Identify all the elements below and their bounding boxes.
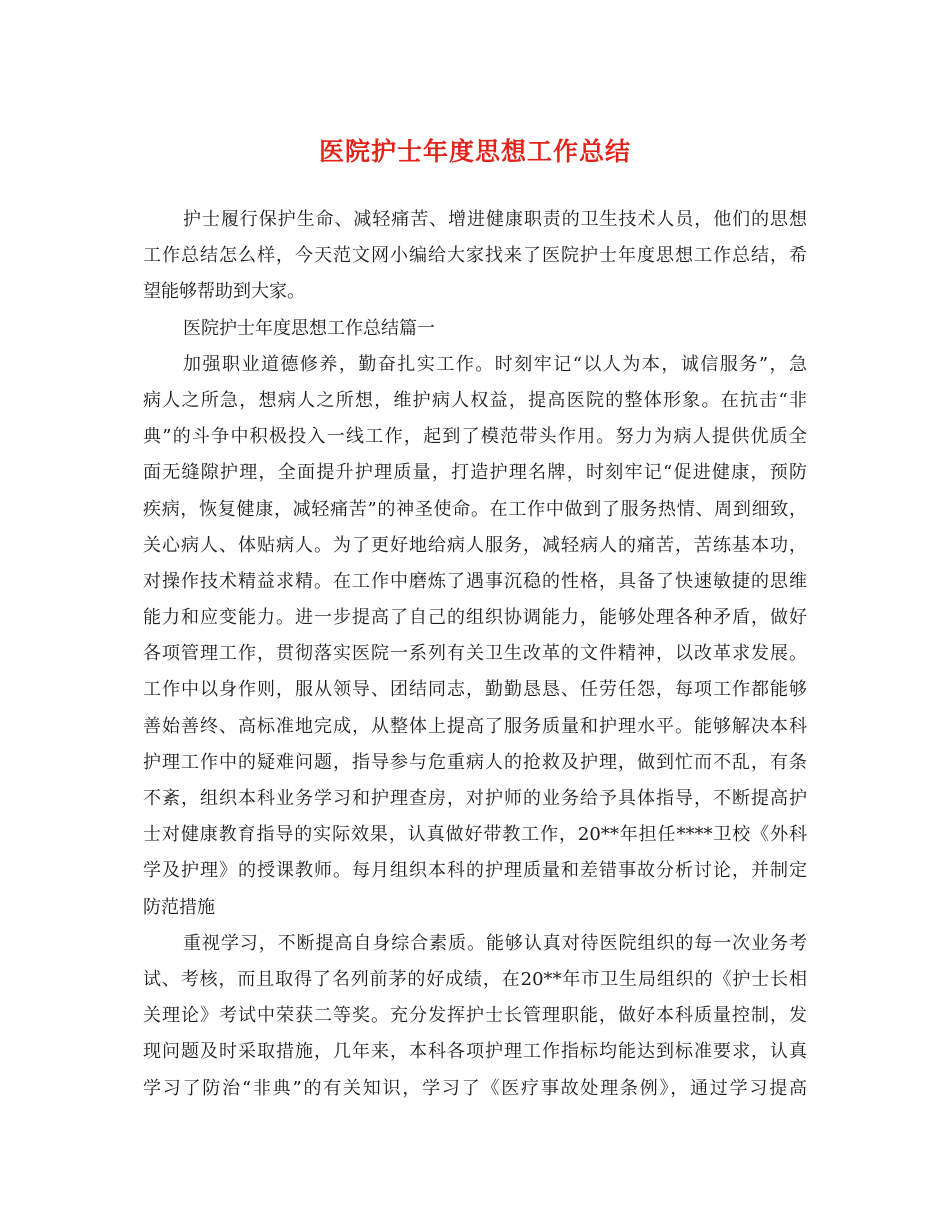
body-line: 医院护士年度思想工作总结篇一 bbox=[183, 317, 435, 339]
body-line: 工作总结怎么样，今天范文网小编给大家找来了医院护士年度思想工作总结，希 bbox=[143, 245, 807, 267]
body-line: 不紊，组织本科业务学习和护理查房，对护师的业务给予具体指导，不断提高护 bbox=[143, 788, 807, 809]
body-line: 面无缝隙护理，全面提升护理质量，打造护理名牌，时刻牢记“促进健康，预防 bbox=[143, 462, 807, 484]
body-line: 各项管理工作，贯彻落实医院一系列有关卫生改革的文件精神，以改革求发展。 bbox=[143, 643, 807, 665]
body-line: 工作中以身作则，服从领导、团结同志，勤勤恳恳、任劳任怨，每项工作都能够 bbox=[143, 679, 807, 701]
body-line: 对操作技术精益求精。在工作中磨炼了遇事沉稳的性格，具备了快速敏捷的思维 bbox=[143, 570, 807, 592]
body-line: 现问题及时采取措施，几年来，本科各项护理工作指标均能达到标准要求，认真 bbox=[143, 1041, 807, 1063]
body-line: 能力和应变能力。进一步提高了自己的组织协调能力，能够处理各种矛盾，做好 bbox=[143, 607, 807, 629]
body-line: 试、考核，而且取得了名列前茅的好成绩，在20**年市卫生局组织的《护士长相 bbox=[143, 968, 807, 990]
document-title: 医院护士年度思想工作总结 bbox=[318, 137, 631, 166]
body-line: 关心病人、体贴病人。为了更好地给病人服务，减轻病人的痛苦，苦练基本功， bbox=[143, 534, 807, 556]
body-line: 善始善终、高标准地完成，从整体上提高了服务质量和护理水平。能够解决本科 bbox=[143, 715, 807, 737]
body-line: 病人之所急，想病人之所想，维护病人权益，提高医院的整体形象。在抗击“非 bbox=[143, 389, 807, 411]
body-line: 士对健康教育指导的实际效果，认真做好带教工作，20**年担任****卫校《外科 bbox=[143, 824, 807, 846]
body-line: 学及护理》的授课教师。每月组织本科的护理质量和差错事故分析讨论，并制定 bbox=[143, 860, 807, 882]
body-line: 重视学习，不断提高自身综合素质。能够认真对待医院组织的每一次业务考 bbox=[183, 932, 807, 954]
body-line: 疾病，恢复健康，减轻痛苦”的神圣使命。在工作中做到了服务热情、周到细致， bbox=[143, 498, 807, 520]
body-line: 学习了防治“非典”的有关知识，学习了《医疗事故处理条例》，通过学习提高 bbox=[143, 1077, 807, 1099]
body-line: 护理工作中的疑难问题，指导参与危重病人的抢救及护理，做到忙而不乱，有条 bbox=[143, 751, 807, 773]
body-line: 典”的斗争中积极投入一线工作，起到了模范带头作用。努力为病人提供优质全 bbox=[143, 426, 807, 448]
body-line: 加强职业道德修养，勤奋扎实工作。时刻牢记“以人为本，诚信服务”，急 bbox=[183, 353, 807, 375]
document-body bbox=[143, 202, 807, 1107]
body-line: 望能够帮助到大家。 bbox=[143, 281, 305, 303]
body-line: 护士履行保护生命、减轻痛苦、增进健康职责的卫生技术人员，他们的思想 bbox=[183, 209, 807, 230]
body-line: 防范措施 bbox=[143, 896, 215, 918]
body-line: 关理论》考试中荣获二等奖。充分发挥护士长管理职能，做好本科质量控制，发 bbox=[143, 1005, 807, 1027]
